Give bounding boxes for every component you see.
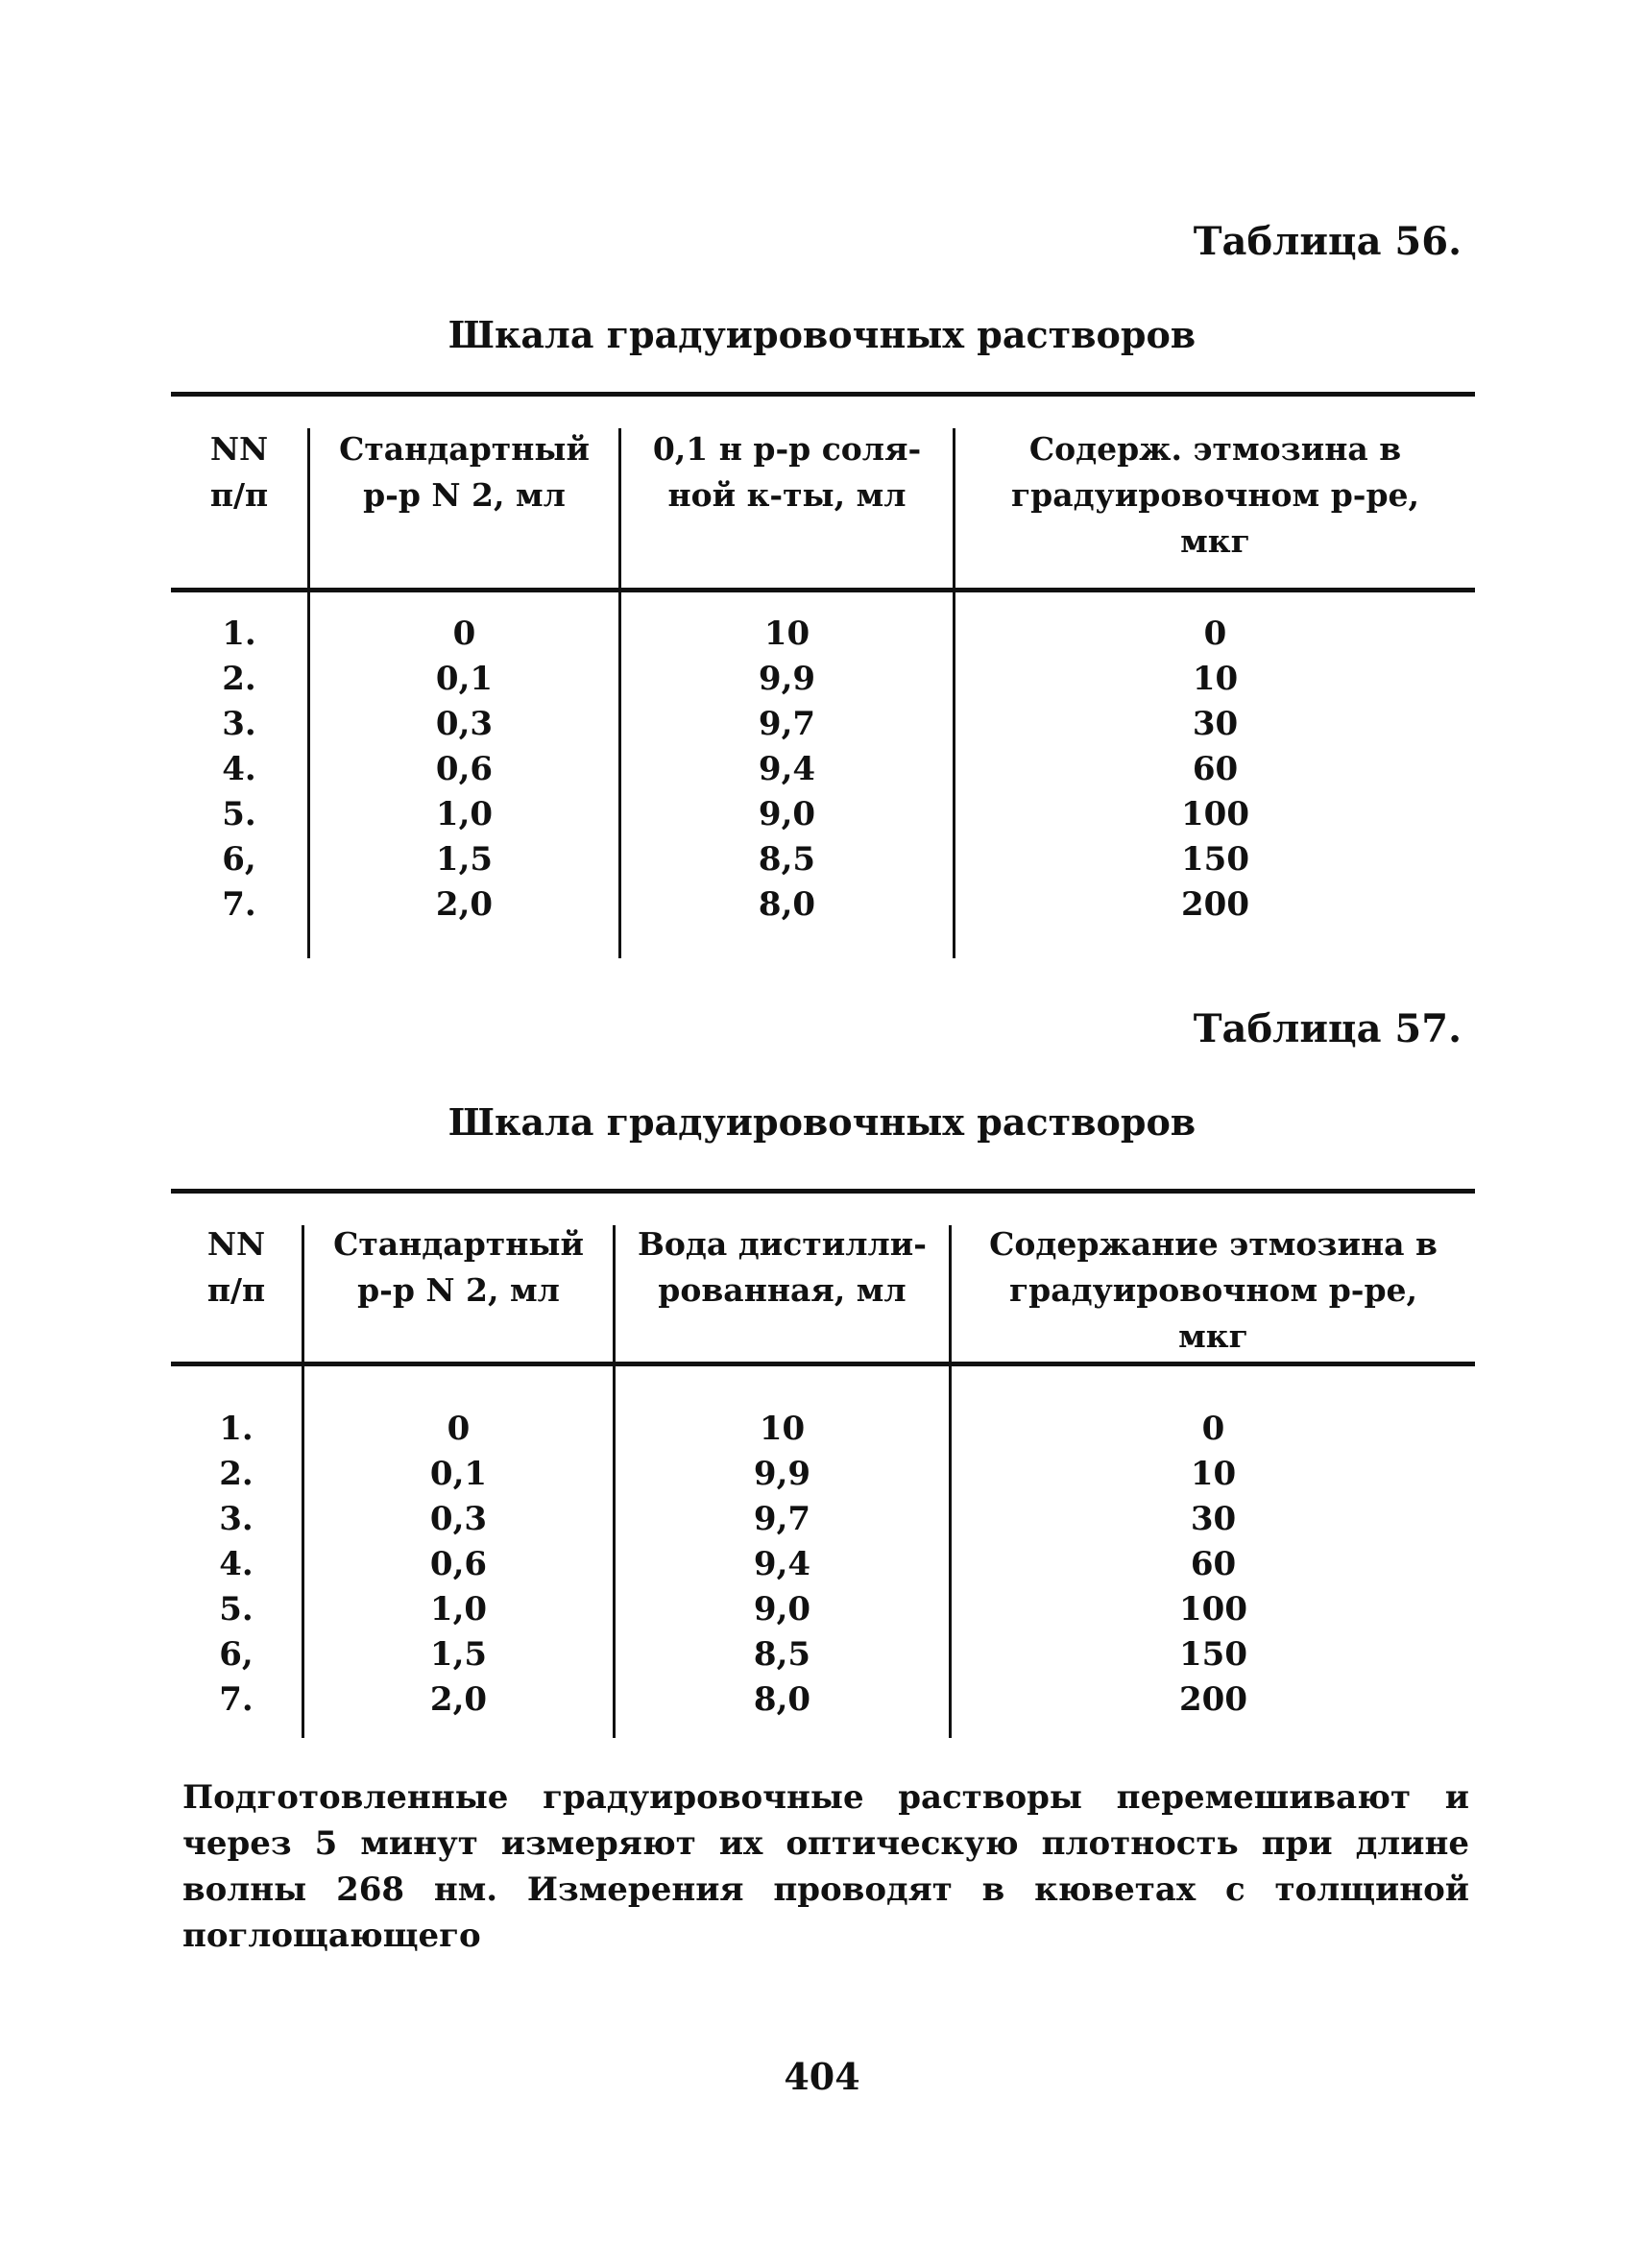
header-acid-solution: 0,1 н р-р соля- ной к-ты, мл [652,430,922,514]
table-header-rule [171,588,1475,592]
table-cell: 1. [219,1410,254,1448]
table-cell: 8,0 [758,885,816,924]
table-cell: 6, [222,840,256,879]
table-cell: 2,0 [429,1680,488,1719]
table-row [171,611,1475,657]
table-cell: 10 [763,615,810,653]
header-standard-solution: Стандартный р-р N 2, мл [339,430,590,514]
header-distilled-water: Вода дистилли- рованная, мл [638,1225,927,1309]
table-57-label: Таблица 57. [1193,1006,1462,1051]
header-ethmozine-content: Содерж. этмозина в градуировочном р-ре, мкг [1010,430,1420,560]
header-ethmozine-content: Содержание этмозина в градуировочном р-ре, мкг [989,1225,1438,1355]
table-cell: 1,0 [435,795,494,833]
table-cell: 0 [447,1410,471,1448]
table-cell: 8,0 [753,1680,811,1719]
table-cell: 7. [219,1680,254,1719]
table-cell: 1. [222,615,256,653]
table-row [171,881,1475,928]
table-cell: 7. [222,885,256,924]
table-cell: 30 [1190,1500,1237,1538]
table-cell: 2,0 [435,885,494,924]
table-row [171,1541,1475,1587]
table-row [171,1451,1475,1497]
table-cell: 100 [1181,795,1249,833]
table-cell: 8,5 [753,1635,811,1674]
table-cell: 6, [219,1635,254,1674]
table-cell: 0,1 [435,660,494,698]
table-top-rule [171,392,1475,397]
table-56-label: Таблица 56. [1193,219,1462,264]
table-row [171,1631,1475,1677]
table-row [171,791,1475,837]
table-cell: 9,0 [753,1590,811,1629]
table-row [171,1496,1475,1542]
table-cell: 10 [1190,1455,1237,1493]
header-standard-solution: Стандартный р-р N 2, мл [333,1225,584,1309]
table-cell: 9,4 [758,750,816,788]
table-cell: 0,6 [435,750,494,788]
table-cell: 1,0 [429,1590,488,1629]
table-row [171,1677,1475,1723]
table-cell: 150 [1179,1635,1247,1674]
table-57-title: Шкала градуировочных растворов [447,1100,1197,1144]
table-top-rule [171,1189,1475,1194]
table-cell: 1,5 [429,1635,488,1674]
table-cell: 0,6 [429,1545,488,1583]
table-cell: 9,9 [758,660,816,698]
table-56-title: Шкала градуировочных растворов [447,313,1197,356]
table-row [171,1406,1475,1452]
table-cell: 4. [222,750,256,788]
table-cell: 0 [1203,615,1227,653]
table-cell: 200 [1181,885,1249,924]
table-cell: 8,5 [758,840,816,879]
table-cell: 5. [219,1590,254,1629]
header-number: NN п/п [206,1225,266,1309]
table-row [171,836,1475,882]
table-cell: 9,9 [753,1455,811,1493]
table-cell: 9,7 [753,1500,811,1538]
table-cell: 60 [1192,750,1239,788]
table-56 [171,392,1475,958]
table-cell: 0,3 [435,705,494,743]
table-cell: 200 [1179,1680,1247,1719]
table-cell: 9,4 [753,1545,811,1583]
table-cell: 10 [1192,660,1239,698]
table-cell: 2. [219,1455,254,1493]
table-cell: 4. [219,1545,254,1583]
table-cell: 30 [1192,705,1239,743]
table-cell: 2. [222,660,256,698]
table-cell: 10 [759,1410,806,1448]
table-cell: 0 [452,615,476,653]
table-cell: 9,0 [758,795,816,833]
table-row [171,1586,1475,1632]
table-57 [171,1189,1475,1738]
table-cell: 1,5 [435,840,494,879]
table-cell: 150 [1181,840,1249,879]
table-cell: 100 [1179,1590,1247,1629]
table-cell: 9,7 [758,705,816,743]
table-row [171,656,1475,702]
table-cell: 3. [219,1500,254,1538]
table-cell: 0 [1201,1410,1225,1448]
table-cell: 3. [222,705,256,743]
body-paragraph: Подготовленные градуировочные растворы перемешивают и через 5 минут измеряют их оптическую плотность при длине волны 268 нм. Измерения проводят в кюветах с толщиной поглощающего [182,1778,1469,1955]
table-cell: 5. [222,795,256,833]
page-number: 404 [784,2055,860,2098]
table-cell: 0,1 [429,1455,488,1493]
table-header-rule [171,1362,1475,1366]
table-cell: 0,3 [429,1500,488,1538]
table-row [171,746,1475,792]
table-row [171,701,1475,747]
table-cell: 60 [1190,1545,1237,1583]
header-number: NN п/п [209,430,269,514]
